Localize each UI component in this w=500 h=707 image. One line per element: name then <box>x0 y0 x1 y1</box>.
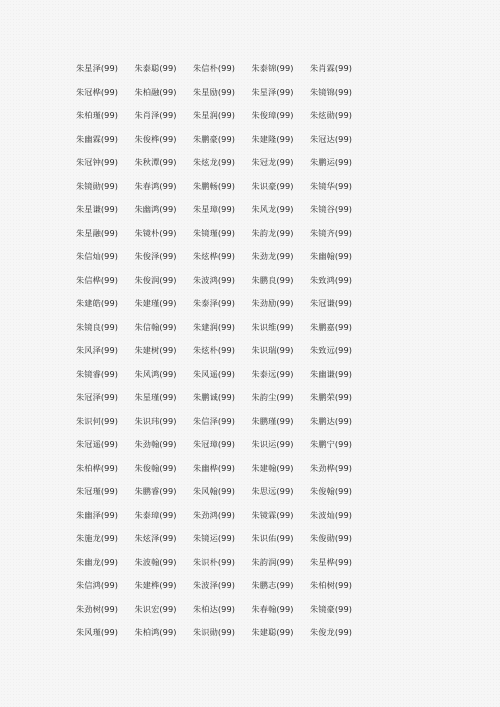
name-cell: 朱信翰(99) <box>134 321 177 332</box>
name-cell: 朱肖泽(99) <box>134 110 177 120</box>
name-cell: 朱劲翰(99) <box>134 439 177 449</box>
name-cell: 朱风翰(99) <box>193 486 236 496</box>
name-cell: 朱建桦(99) <box>134 580 177 590</box>
name-cell: 朱肖霖(99) <box>310 63 353 73</box>
name-cell: 朱冠钟(99) <box>76 157 119 167</box>
name-cell: 朱俊泽(99) <box>134 251 177 261</box>
name-cell: 朱波翰(99) <box>134 556 177 567</box>
name-cell: 朱致鸿(99) <box>310 274 353 285</box>
name-cell: 朱风瑾(99) <box>76 627 119 637</box>
name-cell: 朱识玮(99) <box>134 415 177 426</box>
name-cell: 朱星谦(99) <box>76 204 119 214</box>
name-cell: 朱思远(99) <box>251 486 294 496</box>
name-cell: 朱冠达(99) <box>310 133 353 144</box>
name-cell: 朱鹏嘉(99) <box>310 321 353 332</box>
name-cell: 朱鹏志(99) <box>251 580 294 590</box>
name-cell: 朱冠泽(99) <box>76 392 119 402</box>
name-cell: 朱柏鸿(99) <box>134 627 177 637</box>
name-cell: 朱幽泽(99) <box>76 509 119 520</box>
name-cell: 朱镜华(99) <box>310 180 353 191</box>
name-cell: 朱柏融(99) <box>134 86 177 97</box>
name-cell: 朱春鸿(99) <box>134 180 177 191</box>
name-cell: 朱信灿(99) <box>76 251 119 261</box>
name-cell: 朱俊璋(99) <box>251 110 294 120</box>
name-cell: 朱星融(99) <box>76 227 119 238</box>
name-cell: 朱泰泽(99) <box>193 298 236 308</box>
name-cell: 朱镜瑾(99) <box>193 227 236 238</box>
name-cell: 朱鹏达(99) <box>310 415 353 426</box>
name-cell: 朱俊龙(99) <box>310 627 353 637</box>
name-cell: 朱镜勋(99) <box>76 180 119 191</box>
name-cell: 朱劲鸿(99) <box>193 509 236 520</box>
name-cell: 朱鹏瑾(99) <box>251 415 294 426</box>
name-cell: 朱建聪(99) <box>251 627 294 637</box>
name-cell: 朱冠遥(99) <box>76 439 119 449</box>
name-cell: 朱鹏睿(99) <box>134 486 177 496</box>
name-cell: 朱识维(99) <box>251 321 294 332</box>
name-cell: 朱镜良(99) <box>76 321 119 332</box>
name-cell: 朱星润(99) <box>193 110 236 120</box>
name-cell: 朱柏达(99) <box>193 603 236 614</box>
name-cell: 朱信桦(99) <box>76 274 119 285</box>
name-cell: 朱建翰(99) <box>251 462 294 473</box>
name-cell: 朱风鸿(99) <box>134 368 177 379</box>
name-cell: 朱镜霖(99) <box>251 509 294 520</box>
name-cell: 朱星泽(99) <box>76 63 119 73</box>
name-cell: 朱冠谦(99) <box>310 298 353 308</box>
name-cell: 朱镜运(99) <box>193 533 236 543</box>
name-cell: 朱冠瑾(99) <box>76 486 119 496</box>
name-cell: 朱柏树(99) <box>310 580 353 590</box>
name-cell: 朱泰聪(99) <box>134 63 177 73</box>
name-cell: 朱识何(99) <box>76 415 119 426</box>
name-cell: 朱幽鸿(99) <box>134 204 177 214</box>
name-cell: 朱鹏运(99) <box>310 157 353 167</box>
name-cell: 朱鹏良(99) <box>251 274 294 285</box>
name-cell: 朱柏瑾(99) <box>76 110 119 120</box>
name-cell: 朱炫勋(99) <box>310 110 353 120</box>
name-cell: 朱星泽(99) <box>251 86 294 97</box>
name-cell: 朱识豪(99) <box>251 180 294 191</box>
name-cell: 朱信鸿(99) <box>76 580 119 590</box>
name-cell: 朱泰锦(99) <box>251 63 294 73</box>
name-cell: 朱劲励(99) <box>251 298 294 308</box>
name-cell: 朱韵龙(99) <box>251 227 294 238</box>
name-cell: 朱建润(99) <box>193 321 236 332</box>
name-cell: 朱幽谦(99) <box>310 368 353 379</box>
name-cell: 朱镜豪(99) <box>310 603 353 614</box>
name-cell: 朱波鸿(99) <box>193 274 236 285</box>
name-cell: 朱俊勋(99) <box>310 533 353 543</box>
name-cell: 朱鹏畅(99) <box>193 180 236 191</box>
name-cell: 朱识瑞(99) <box>251 345 294 355</box>
name-cell: 朱炫泽(99) <box>134 533 177 543</box>
name-cell: 朱镜朴(99) <box>134 227 177 238</box>
name-cell: 朱劲树(99) <box>76 603 119 614</box>
name-cell: 朱幽霖(99) <box>76 133 119 144</box>
name-cell: 朱冠龙(99) <box>251 157 294 167</box>
name-cell: 朱镜锦(99) <box>310 86 353 97</box>
name-cell: 朱幽桦(99) <box>193 462 236 473</box>
name-cell: 朱俊桦(99) <box>134 133 177 144</box>
name-cell: 朱炫朴(99) <box>193 345 236 355</box>
name-cell: 朱星励(99) <box>193 86 236 97</box>
name-cell: 朱星桦(99) <box>310 556 353 567</box>
name-cell: 朱镜睿(99) <box>76 368 119 379</box>
name-cell: 朱鹏豪(99) <box>193 133 236 144</box>
name-cell: 朱致远(99) <box>310 345 353 355</box>
name-cell: 朱柏桦(99) <box>76 462 119 473</box>
name-cell: 朱鹏荣(99) <box>310 392 353 402</box>
name-cell: 朱风泽(99) <box>76 345 119 355</box>
name-cell: 朱镜齐(99) <box>310 227 353 238</box>
name-cell: 朱幽龙(99) <box>76 556 119 567</box>
name-cell: 朱俊翰(99) <box>310 486 353 496</box>
name-cell: 朱鹏宁(99) <box>310 439 353 449</box>
name-cell: 朱波灿(99) <box>310 509 353 520</box>
name-cell: 朱泰璋(99) <box>134 509 177 520</box>
name-cell: 朱风遥(99) <box>193 368 236 379</box>
name-cell: 朱泰远(99) <box>251 368 294 379</box>
name-cell: 朱星璋(99) <box>193 204 236 214</box>
name-cell: 朱冠璋(99) <box>193 439 236 449</box>
name-cell: 朱识佑(99) <box>251 533 294 543</box>
name-cell: 朱施龙(99) <box>76 533 119 543</box>
name-cell: 朱建皓(99) <box>76 298 119 308</box>
name-cell: 朱建隆(99) <box>251 133 294 144</box>
name-cell: 朱信泽(99) <box>193 415 236 426</box>
name-cell: 朱鹏诚(99) <box>193 392 236 402</box>
name-cell: 朱幽翰(99) <box>310 251 353 261</box>
name-cell: 朱建瑾(99) <box>134 298 177 308</box>
name-cell: 朱镜谷(99) <box>310 204 353 214</box>
name-cell: 朱炫桦(99) <box>193 251 236 261</box>
name-cell: 朱韵润(99) <box>251 556 294 567</box>
name-cell: 朱识运(99) <box>251 439 294 449</box>
name-cell: 朱波泽(99) <box>193 580 236 590</box>
name-cell: 朱识宏(99) <box>134 603 177 614</box>
name-cell: 朱炫龙(99) <box>193 157 236 167</box>
name-cell: 朱劲龙(99) <box>251 251 294 261</box>
name-cell: 朱识朴(99) <box>193 556 236 567</box>
names-table <box>76 60 376 648</box>
name-cell: 朱识勋(99) <box>193 627 236 637</box>
name-cell: 朱韵尘(99) <box>251 392 294 402</box>
name-cell: 朱风龙(99) <box>251 204 294 214</box>
name-cell: 朱建树(99) <box>134 345 177 355</box>
name-cell: 朱秋潭(99) <box>134 157 177 167</box>
name-cell: 朱信朴(99) <box>193 63 236 73</box>
name-cell: 朱星瑾(99) <box>134 392 177 402</box>
name-cell: 朱俊润(99) <box>134 274 177 285</box>
name-cell: 朱春翰(99) <box>251 603 294 614</box>
name-cell: 朱劲桦(99) <box>310 462 353 473</box>
name-cell: 朱冠桦(99) <box>76 86 119 97</box>
name-cell: 朱俊翰(99) <box>134 462 177 473</box>
